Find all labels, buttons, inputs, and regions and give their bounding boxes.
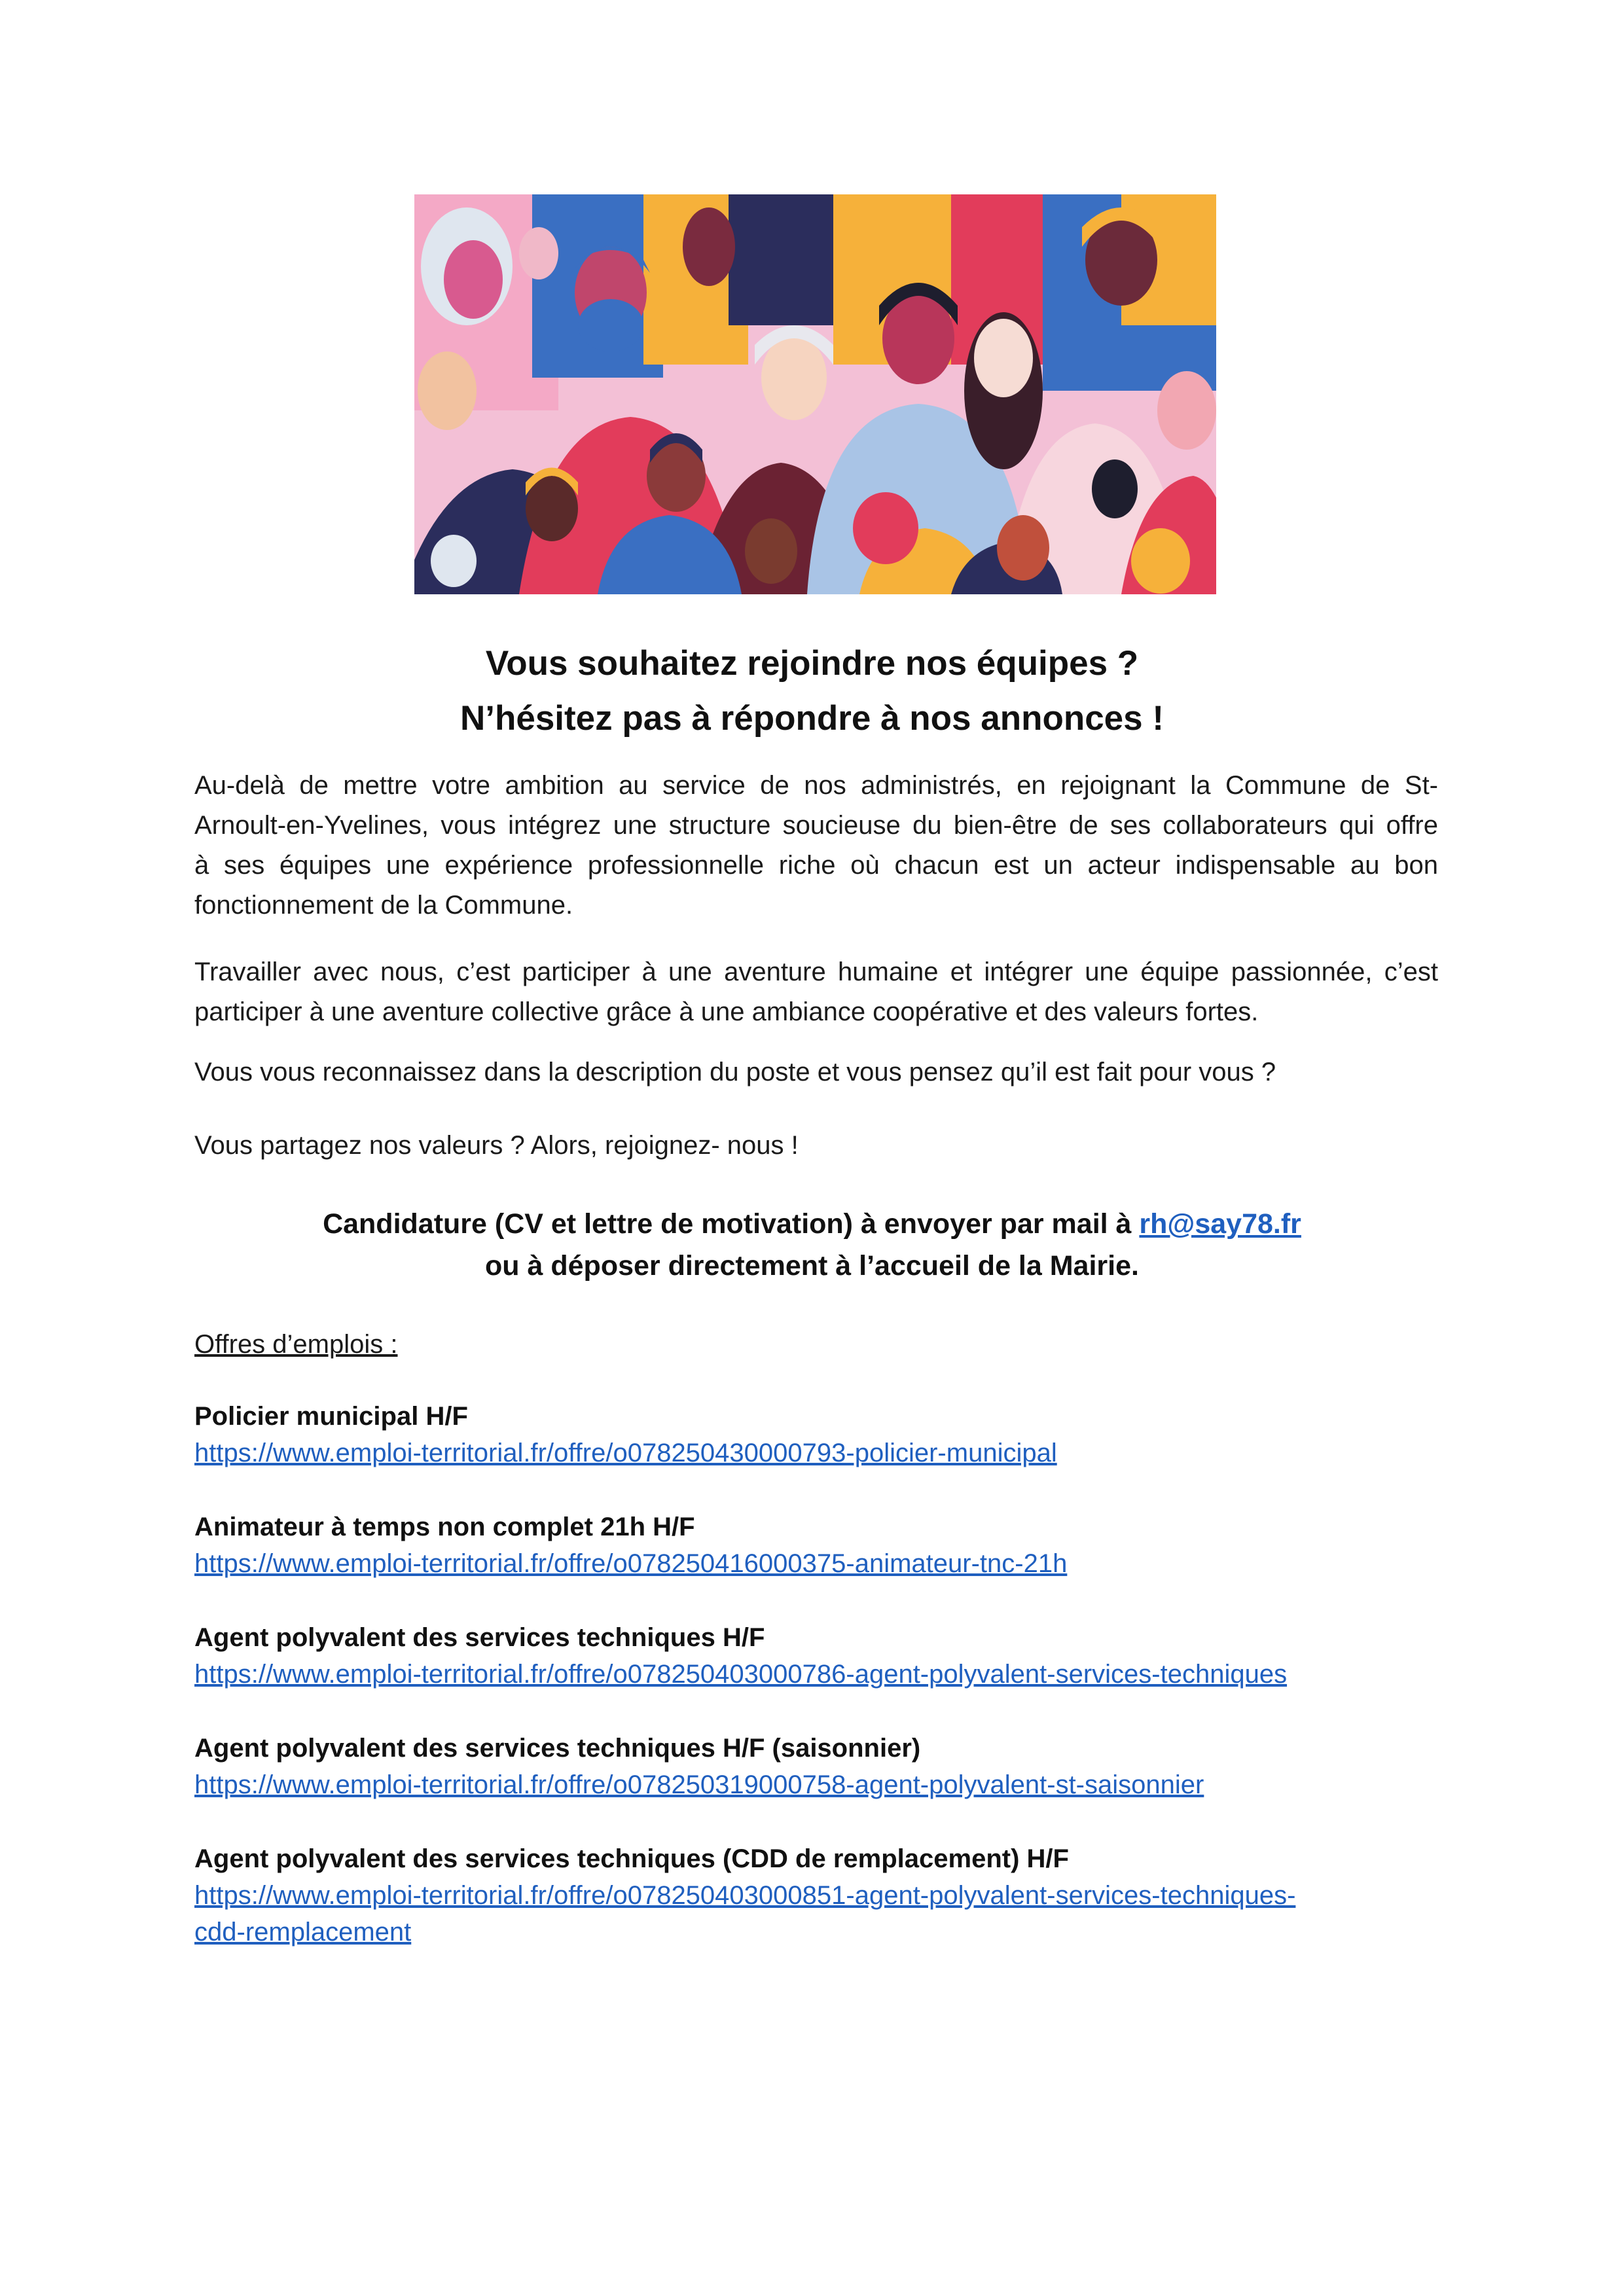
recognize-paragraph: Vous vous reconnaissez dans la description du poste et vous pensez qu’il est fait pour vous ? (194, 1058, 1276, 1086)
values-paragraph: Vous partagez nos valeurs ? Alors, rejoignez- nous ! (194, 1131, 799, 1160)
job-offer (194, 1840, 1451, 1950)
application-deposit: ou à déposer directement à l’accueil de la Mairie. (485, 1250, 1139, 1282)
job-link[interactable]: https://www.emploi-territorial.fr/offre/o078250416000375-animateur-tnc-21h (194, 1549, 1068, 1578)
crowd-image (414, 194, 1216, 594)
intro-line: Au-delà de mettre votre ambition au service de nos administrés, en rejoignant la Commune de St- (194, 771, 1438, 800)
page-title: Vous souhaitez rejoindre nos équipes ? (485, 644, 1139, 683)
job-link[interactable]: https://www.emploi-territorial.fr/offre/o078250430000793-policier-municipal (194, 1439, 1057, 1467)
intro-line: Arnoult-en-Yvelines, vous intégrez une structure soucieuse du bien-être de ses collaborateurs qui offre (194, 811, 1438, 840)
job-offer (194, 1509, 1451, 1582)
job-title: Agent polyvalent des services techniques H/F (194, 1623, 765, 1652)
application-text: Candidature (CV et lettre de motivation) à envoyer par mail à (323, 1208, 1140, 1240)
application-instructions (0, 1204, 1624, 1244)
offers-heading: Offres d’emplois : (194, 1330, 398, 1359)
team-paragraph: Travailler avec nous, c’est participer à une aventure humaine et intégrer une équipe passionnée, c’est participer à une aventure collective grâce à une ambiance coopérative et des valeurs fortes. (194, 958, 1438, 1026)
job-link-continued[interactable]: cdd-remplacement (194, 1918, 412, 1946)
job-link[interactable]: https://www.emploi-territorial.fr/offre/o078250403000851-agent-polyvalent-services-techniques- (194, 1881, 1296, 1910)
job-link[interactable]: https://www.emploi-territorial.fr/offre/o078250403000786-agent-polyvalent-services-techniques (194, 1660, 1288, 1689)
people-illustration (414, 194, 1216, 594)
job-title: Policier municipal H/F (194, 1402, 468, 1431)
job-link[interactable]: https://www.emploi-territorial.fr/offre/o078250319000758-agent-polyvalent-st-saisonnier (194, 1770, 1204, 1799)
intro-paragraph (194, 766, 1438, 925)
email-link[interactable]: rh@say78.fr (1139, 1208, 1301, 1240)
job-offer (194, 1730, 1451, 1803)
job-title: Animateur à temps non complet 21h H/F (194, 1513, 695, 1541)
job-offer (194, 1619, 1451, 1693)
page-subtitle: N’hésitez pas à répondre à nos annonces ! (460, 699, 1164, 738)
job-title: Agent polyvalent des services techniques H/F (saisonnier) (194, 1734, 921, 1763)
intro-line: fonctionnement de la Commune. (194, 891, 573, 920)
job-offer (194, 1398, 1451, 1471)
job-title: Agent polyvalent des services techniques (CDD de remplacement) H/F (194, 1844, 1069, 1873)
intro-line: à ses équipes une expérience professionnelle riche où chacun est un acteur indispensable au bon (194, 851, 1438, 880)
